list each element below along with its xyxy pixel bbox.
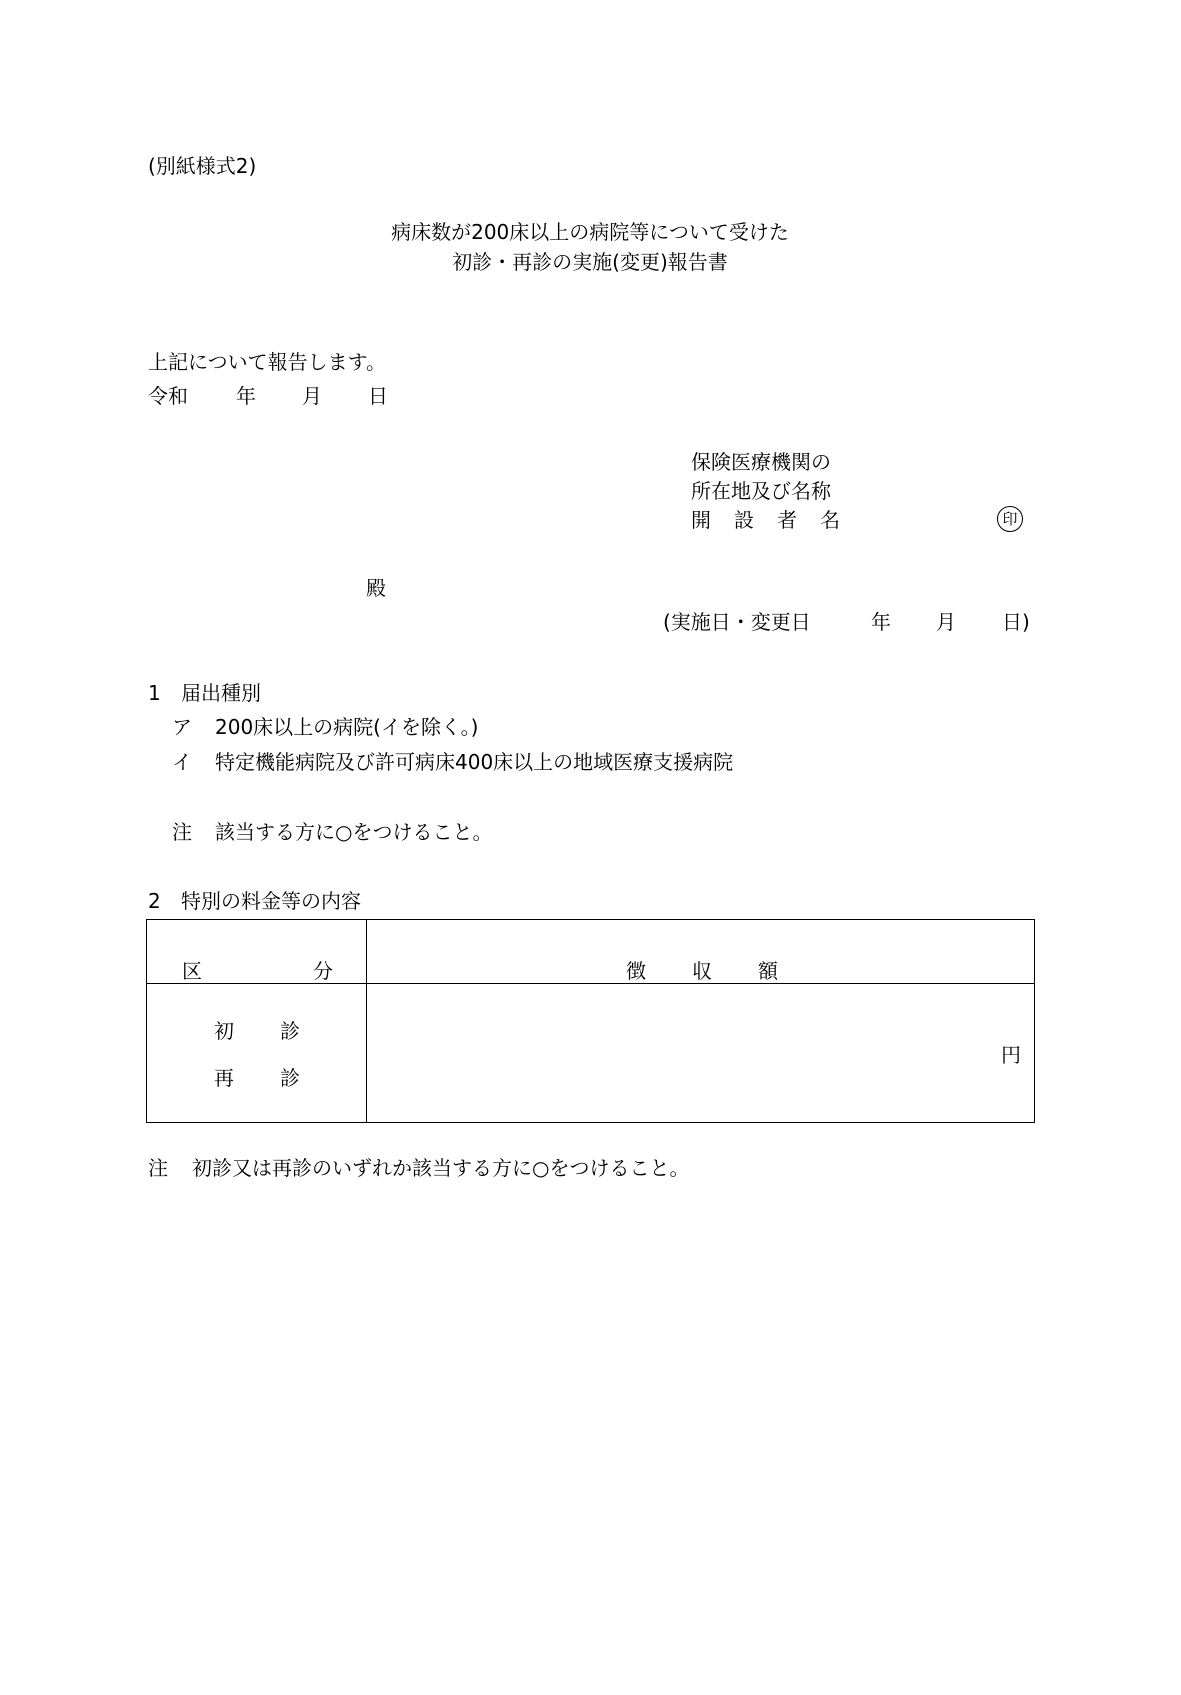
date-month-label: 月 [302, 384, 322, 408]
visit-type-cell [147, 984, 367, 1123]
founder-name-char-1: 開 [691, 508, 711, 532]
section2-note-text: 初診又は再診のいずれか該当する方に○をつけること。 [192, 1156, 690, 1180]
section2-note-label: 注 [148, 1156, 168, 1180]
header-amount-char-2: 収 [692, 959, 712, 983]
section2-heading: 特別の料金等の内容 [181, 889, 361, 913]
header-amount-char-3: 額 [758, 959, 778, 983]
fee-table [146, 919, 1035, 1123]
header-category-cell [147, 920, 367, 984]
founder-name-char-2: 設 [734, 508, 754, 532]
seal-icon: 印 [997, 506, 1023, 532]
section1-note-label: 注 [172, 820, 192, 844]
header-category-char-2: 分 [313, 959, 333, 983]
date-day-label: 日 [368, 384, 388, 408]
option-i-marker: イ [172, 750, 192, 774]
first-visit-char-2[interactable]: 診 [280, 1019, 300, 1043]
implementation-month-label: 月 [936, 610, 956, 634]
implementation-date-label: (実施日・変更日 [663, 610, 811, 634]
founder-name-char-3: 者 [777, 508, 797, 532]
address-name-label: 所在地及び名称 [691, 479, 831, 503]
amount-cell[interactable] [367, 984, 1035, 1123]
report-statement: 上記について報告します。 [148, 350, 386, 374]
founder-name-char-4: 名 [820, 508, 840, 532]
fee-table-header [147, 920, 1035, 984]
option-a-marker: ア [172, 715, 192, 739]
revisit-char-1[interactable]: 再 [214, 1066, 234, 1090]
institution-label: 保険医療機関の [691, 450, 831, 474]
implementation-year-label: 年 [871, 610, 891, 634]
header-amount-char-1: 徴 [626, 959, 646, 983]
option-i-text: 特定機能病院及び許可病床400床以上の地域医療支援病院 [215, 750, 734, 774]
section1-heading: 届出種別 [181, 681, 261, 705]
date-era: 令和 [148, 384, 188, 408]
section1-note-text: 該当する方に○をつけること。 [215, 820, 493, 844]
addressee-suffix: 殿 [366, 576, 386, 600]
date-year-label: 年 [236, 384, 256, 408]
first-visit-char-1[interactable]: 初 [214, 1019, 234, 1043]
revisit-char-2[interactable]: 診 [280, 1066, 300, 1090]
implementation-day-label: 日) [1002, 610, 1030, 634]
header-category-char-1: 区 [182, 959, 202, 983]
form-label: (別紙様式2) [148, 154, 257, 178]
document-title-line1: 病床数が200床以上の病院等について受けた [391, 220, 789, 244]
option-a-text: 200床以上の病院(イを除く。) [215, 715, 479, 739]
fee-table-body-row [147, 984, 1035, 1123]
amount-unit-yen: 円 [1001, 1043, 1021, 1067]
section2-number: 2 [148, 889, 161, 913]
section1-number: 1 [148, 681, 161, 705]
document-title-line2: 初診・再診の実施(変更)報告書 [452, 250, 728, 274]
header-amount-cell [367, 920, 1035, 984]
